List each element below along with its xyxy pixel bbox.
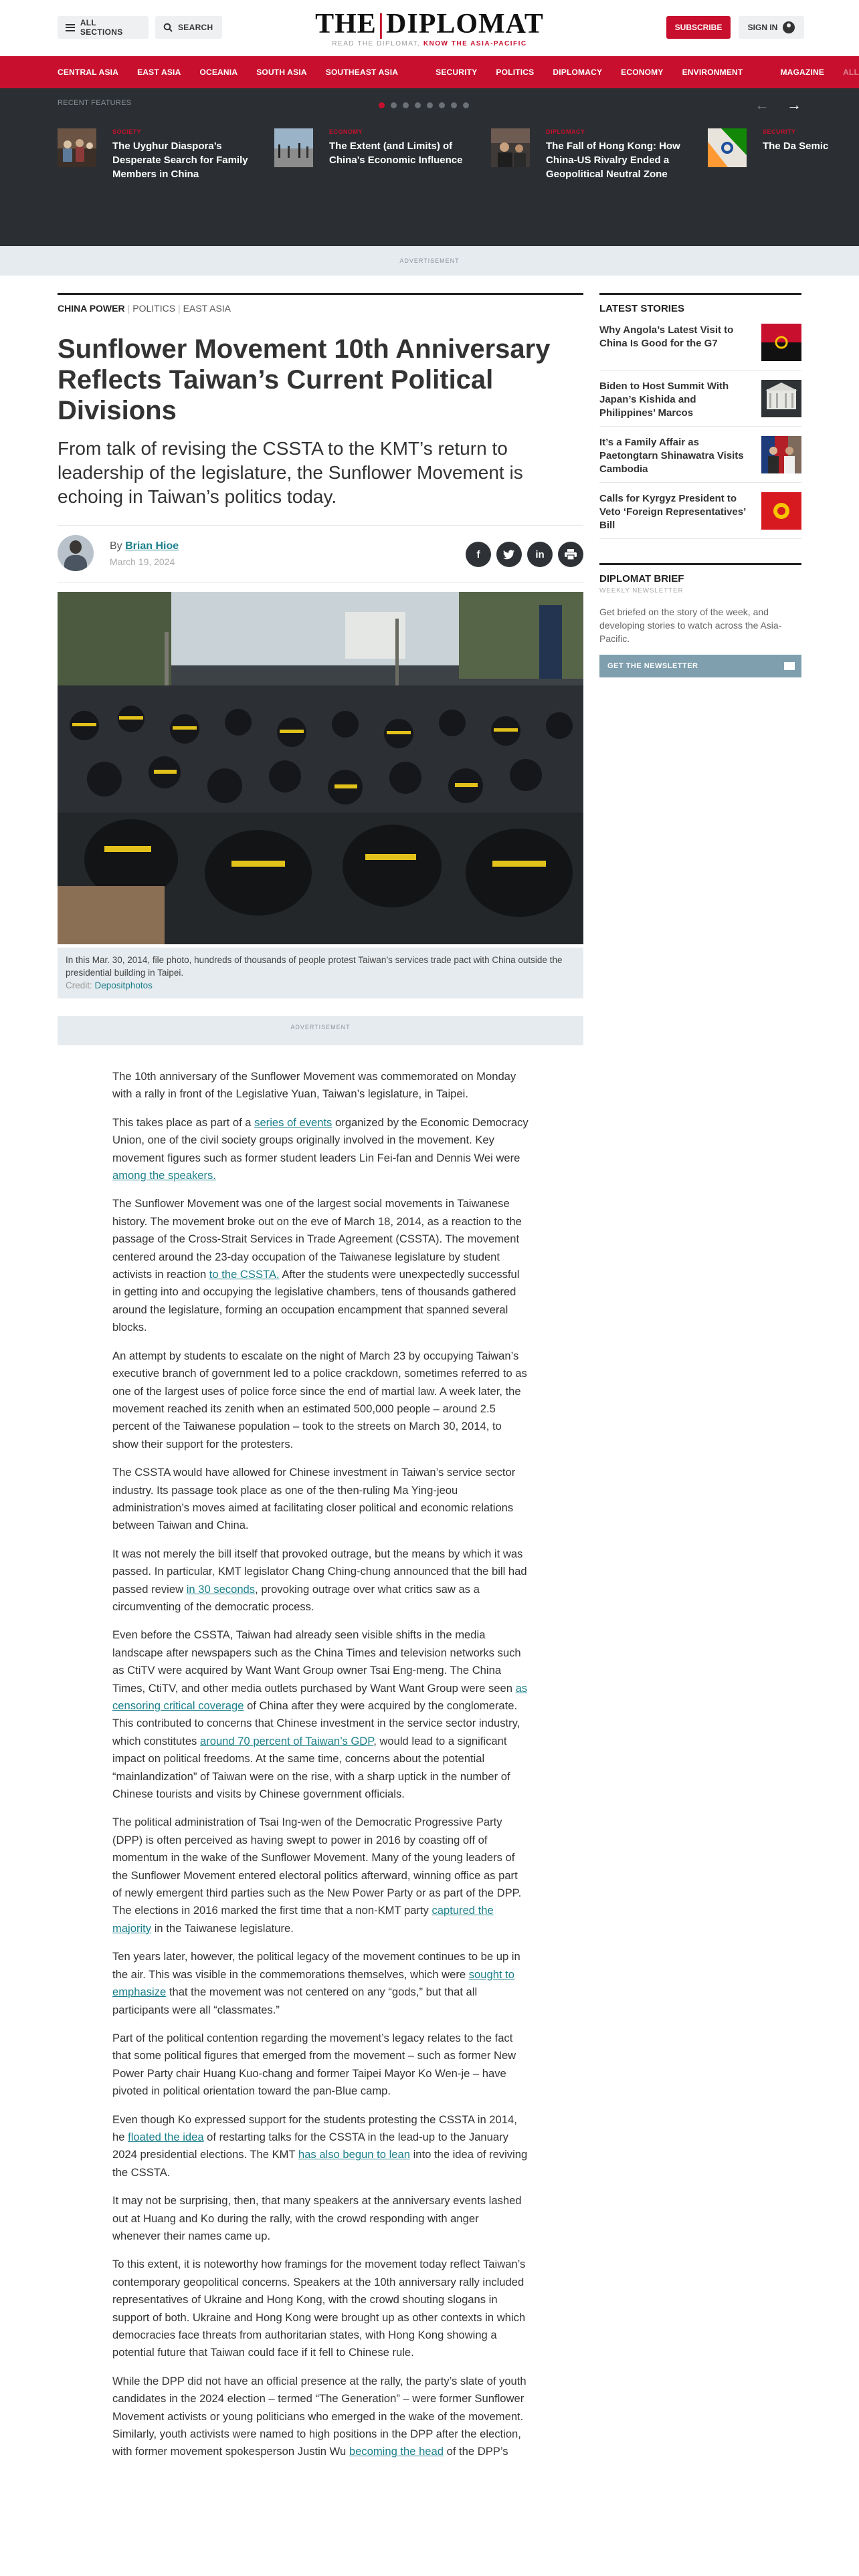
nav-economy[interactable]: ECONOMY [621,68,664,77]
latest-story-title[interactable]: Why Angola’s Latest Visit to China Is Good for the G7 [599,324,734,349]
carousel-dot[interactable] [451,102,457,108]
latest-story[interactable] [599,427,801,483]
arrow-left-icon[interactable]: ← [755,96,769,113]
feature-thumbnail [708,128,747,167]
nav-south-asia[interactable]: SOUTH ASIA [256,68,307,77]
paragraph-text: The political administration of Tsai Ing-wen of the Democratic Progressive Party (DPP) is often perceived as having swept to power in 2016 by coasting off of momentum in the wake of the Sunflower Movement. Many of the young leaders of the Sunflower Movement entered electoral politics afterward, winning office as part of newly emergent third parties such as the New Power Party or as part of the DPP. The elections in 2016 marked the first time that a non-KMT party [112,1816,522,1917]
paragraph-text: that the movement was not centered on any “gods,” but that all participants were all “classmates.” [112,1985,478,2016]
article-paragraph [112,1464,529,1535]
author-link[interactable]: Brian Hioe [125,540,179,552]
feature-kicker: DIPLOMACY [546,128,585,135]
top-bar [0,0,859,56]
newsletter-description: Get briefed on the story of the week, and developing stories to watch across the Asia-Pacific. [599,607,782,644]
article-paragraph [112,2111,529,2182]
advertisement-banner: ADVERTISEMENT [0,246,859,276]
feature-title[interactable]: The Uyghur Diaspora’s Desperate Search for Family Members in China [112,140,248,180]
image-caption [58,948,583,998]
nav-diplomacy[interactable]: DIPLOMACY [553,68,603,77]
tagline-emphasis: KNOW THE ASIA-PACIFIC [423,40,527,47]
latest-story-thumbnail [761,324,801,361]
paragraph-text: into the idea of reviving the CSSTA. [112,2148,528,2179]
carousel-dot[interactable] [379,102,385,108]
credit-link[interactable]: Depositphotos [94,980,153,990]
sign-in-label: SIGN IN [747,23,778,32]
article-paragraph [112,2030,529,2101]
nav-all[interactable]: ALL [843,68,859,77]
feature-kicker: ECONOMY [329,128,363,135]
article-paragraph [112,1068,529,1103]
feature-thumbnail [491,128,530,167]
recent-features [0,88,859,246]
feature-card[interactable] [708,128,859,195]
inline-link[interactable]: as censoring critical coverage [112,1681,528,1712]
article-categories: CHINA POWER | POLITICS | EAST ASIA [58,293,583,314]
paragraph-text: This takes place as part of a [112,1115,255,1129]
paragraph-text: , would lead to a significant impact on political freedoms. At the same time, concerns about the potential “mainlandization” of Taiwan were on the rise, with a sharp uptick in the number of Chinese tourists and visits by Chinese government officials. [112,1734,510,1801]
tag-east-asia[interactable]: EAST ASIA [183,303,231,314]
paragraph-text: It was not merely the bill itself that provoked outrage, but the means by which it was passed. In particular, KMT legislator Chang Ching-chung announced that the bill had passed review [112,1547,527,1596]
paragraph-text: The CSSTA would have allowed for Chinese investment in Taiwan’s service sector industry. Its passage took place as one of the then-ruling Ma Ying-jeou administration’s moves aimed at facilitating closer political and economic relations between Taiwan and China. [112,1466,516,1532]
advertisement-inline: ADVERTISEMENT [58,1016,583,1045]
latest-story-thumbnail [761,380,801,417]
all-sections-label: ALL SECTIONS [80,18,123,37]
inline-link[interactable]: becoming the head [349,2445,444,2458]
inline-link[interactable]: to the CSSTA. [209,1268,280,1281]
nav-environment[interactable]: ENVIRONMENT [682,68,743,77]
linkedin-icon[interactable]: in [527,542,553,567]
share-buttons [466,542,583,567]
nav-magazine[interactable]: MAGAZINE [780,68,825,77]
print-icon[interactable] [558,542,583,567]
inline-link[interactable]: among the speakers. [112,1169,216,1182]
article-paragraph [112,2192,529,2245]
newsletter-button-label: GET THE NEWSLETTER [607,662,698,670]
article-paragraph [112,1545,529,1616]
carousel-dot[interactable] [427,102,433,108]
paragraph-text: of China after they were acquired by the conglomerate. This contributed to concerns that Chinese investment in the service sector industry, which constitutes [112,1699,520,1747]
facebook-icon[interactable]: f [466,542,491,567]
page-title: Sunflower Movement 10th Anniversary Reflects Taiwan’s Current Political Divisions [58,334,551,425]
inline-link[interactable]: has also begun to lean [298,2148,410,2161]
recent-features-label: RECENT FEATURES [58,99,132,107]
nav-security[interactable]: SECURITY [436,68,478,77]
inline-link[interactable]: in 30 seconds [186,1582,256,1596]
paragraph-text: The 10th anniversary of the Sunflower Movement was commemorated on Monday with a rally in front of the Legislative Yuan, Taiwan’s legislature, in Taipei. [112,1070,516,1101]
carousel-dot[interactable] [463,102,469,108]
nav-oceania[interactable]: OCEANIA [199,68,238,77]
paragraph-text: While the DPP did not have an official presence at the rally, the party’s slate of youth candidates in the 2024 election – termed “The Generation” – were former Sunflower Movement activists or young politicians who emerged in the wake of the movement. Similarly, youth activists were named to high positions in the DPP after the election, with former movement spokesperson Justin Wu [112,2374,527,2458]
user-icon [783,21,795,33]
article-dek: From talk of revising the CSSTA to the KMT’s return to leadership of the legislature, the Sunflower Movement is echoing in Taiwan’s politics today. [58,438,523,507]
article-paragraph [112,1948,529,2019]
latest-story[interactable] [599,370,801,427]
paragraph-text: organized by the Economic Democracy Union, one of the civil society groups originally involved in the movement. Key movement figures such as former student leaders Lin Fei-fan and Dennis Wei were [112,1115,529,1164]
latest-story-title[interactable]: Calls for Kyrgyz President to Veto ‘Foreign Representatives’ Bill [599,493,746,531]
paragraph-text: An attempt by students to escalate on the night of March 23 by occupying Taiwan’s executive branch of government led to a police crackdown, sometimes referred to as one of the largest uses of police force since the end of martial law. A week later, the movement reached its zenith when an estimated 500,000 people – around 2.5 percent of the Taiwanese population – took to the streets on March 30, 2014, to show their support for the protesters. [112,1349,527,1451]
nav-politics[interactable]: POLITICS [496,68,535,77]
carousel-dot[interactable] [439,102,445,108]
nav-central-asia[interactable]: CENTRAL ASIA [58,68,119,77]
logo-right: DIPLOMAT [386,9,544,39]
feature-card[interactable] [58,128,272,195]
article-paragraph [112,1814,529,1937]
nav-east-asia[interactable]: EAST ASIA [137,68,181,77]
caption-text: In this Mar. 30, 2014, file photo, hundreds of thousands of people protest Taiwan’s services trade pact with China outside the presidential building in Taipei. [66,955,563,978]
paragraph-text: Ten years later, however, the political legacy of the movement continues to be up in the air. This was visible in the commemorations themselves, which were [112,1950,520,1981]
feature-kicker: SECURITY [763,128,796,135]
article [58,293,583,2472]
paragraph-text: Part of the political contention regarding the movement’s legacy relates to the fact that some political figures that emerged from the movement – such as former New Power Party chair Huang Kuo-chang and former Taipei Mayor Ko Wen-je – have pivoted in political orientation toward the pan-Blue camp. [112,2031,516,2098]
paragraph-text: of the DPP’s [444,2445,508,2458]
feature-thumbnail [58,128,96,167]
credit-label: Credit: [66,980,92,990]
blog-name[interactable]: CHINA POWER [58,303,125,314]
image-credit [66,979,575,992]
feature-title[interactable]: The Fall of Hong Kong: How China-US Rivalry Ended a Geopolitical Neutral Zone [546,140,680,180]
section-nav [0,56,859,88]
subscribe-button[interactable]: SUBSCRIBE [666,16,731,39]
article-paragraph [112,1114,529,1185]
newsletter-subtitle: WEEKLY NEWSLETTER [599,587,684,595]
article-paragraph [112,2373,529,2461]
tag-politics[interactable]: POLITICS [132,303,176,314]
article-paragraph [112,2256,529,2361]
article-paragraph [112,1348,529,1453]
search-label: SEARCH [178,23,213,32]
paragraph-text: of restarting talks for the CSSTA in the lead-up to the January 2024 presidential elections. The KMT [112,2130,508,2161]
carousel-dots [379,102,469,108]
nav-southeast-asia[interactable]: SOUTHEAST ASIA [325,68,399,77]
feature-title[interactable]: The Extent (and Limits) of China’s Economic Influence [329,140,463,166]
paragraph-text: Even before the CSSTA, Taiwan had already seen visible shifts in the media landscape after newspapers such as the China Times and television networks such as CtiTV were acquired by Want Want Group owner Tsai Eng-meng. The China Times, CtiTV, and other media outlets purchased by Want Want Group were seen [112,1628,521,1695]
paragraph-text: To this extent, it is noteworthy how framings for the movement today reflect Taiwan’s contemporary geopolitical concerns. Speakers at the 10th anniversary rally included representatives of Ukraine and Hong Kong, with the crowd shouting slogans in support of both. Ukraine and Hong Kong were brought up as other contexts in which democracies face threats from authoritarian states, with Hong Kong showing a potential future that Taiwan could face if it fell to Chinese rule. [112,2258,526,2359]
inline-link[interactable]: sought to emphasize [112,1967,515,1999]
carousel-dot[interactable] [415,102,421,108]
inline-link[interactable]: around 70 percent of Taiwan’s GDP [199,1734,374,1747]
carousel-dot[interactable] [391,102,397,108]
paragraph-text: , provoking outrage over what critics saw as a circumventing of the democratic process. [112,1582,480,1613]
paragraph-text: It may not be surprising, then, that many speakers at the anniversary events lashed out at Huang and Ko during the rally, with the crowd responding with anger whenever their names came up. [112,2194,522,2242]
latest-story-thumbnail [761,436,801,473]
latest-story[interactable] [599,314,801,370]
feature-card[interactable] [491,128,705,195]
article-paragraph [112,1626,529,1803]
sign-in-button[interactable] [739,16,804,39]
sidebar [599,293,801,677]
publish-date: March 19, 2024 [110,556,175,567]
byline-bar [58,525,583,582]
newsletter-title: DIPLOMAT BRIEF [599,563,801,584]
carousel-dot[interactable] [403,102,409,108]
latest-story-thumbnail [761,492,801,530]
tagline-prefix: READ THE DIPLOMAT, [332,40,421,47]
logo-left: THE [315,9,377,39]
byline-prefix: By [110,540,122,552]
newsletter-button[interactable] [599,655,801,677]
inline-link[interactable]: captured the majority [112,1904,494,1935]
twitter-icon[interactable] [496,542,522,567]
article-body [112,1068,529,2461]
feature-thumbnail [274,128,313,167]
mail-icon [784,662,795,670]
carousel-arrows [755,96,801,114]
paragraph-text: Even though Ko expressed support for the students protesting the CSSTA in 2014, he [112,2113,517,2143]
latest-stories-title: LATEST STORIES [599,293,801,314]
article-paragraph [112,1195,529,1336]
byline [110,540,179,552]
feature-title[interactable]: The Da Semic [763,140,829,152]
hero-image [58,592,583,944]
paragraph-text: The Sunflower Movement was one of the largest social movements in Taiwanese history. The movement broke out on the eve of March 18, 2014, as a reaction to the passage of the Cross-Strait Services in Trade Agreement (CSSTA). The movement centered around the 23-day occupation of the Taiwanese legislature by student activists in reaction [112,1197,522,1281]
feature-kicker: SOCIETY [112,128,142,135]
arrow-right-icon[interactable]: → [787,96,801,113]
latest-story-title[interactable]: Biden to Host Summit With Japan’s Kishida and Philippines’ Marcos [599,381,729,419]
latest-story[interactable] [599,483,801,539]
avatar[interactable] [58,535,94,571]
inline-link[interactable]: floated the idea [128,2130,204,2143]
paragraph-text: After the students were unexpectedly successful in getting into and occupying the legislative chambers, tens of thousands gathered around the legislature, forming an occupation encampment that spanned several blocks. [112,1268,520,1334]
latest-story-title[interactable]: It’s a Family Affair as Paetongtarn Shinawatra Visits Cambodia [599,437,744,475]
feature-card[interactable] [274,128,488,195]
site-logo[interactable]: THE|DIPLOMAT READ THE DIPLOMAT, KNOW THE ASIA-PACIFIC [315,9,544,47]
inline-link[interactable]: series of events [254,1115,332,1129]
paragraph-text: in the Taiwanese legislature. [151,1921,294,1935]
